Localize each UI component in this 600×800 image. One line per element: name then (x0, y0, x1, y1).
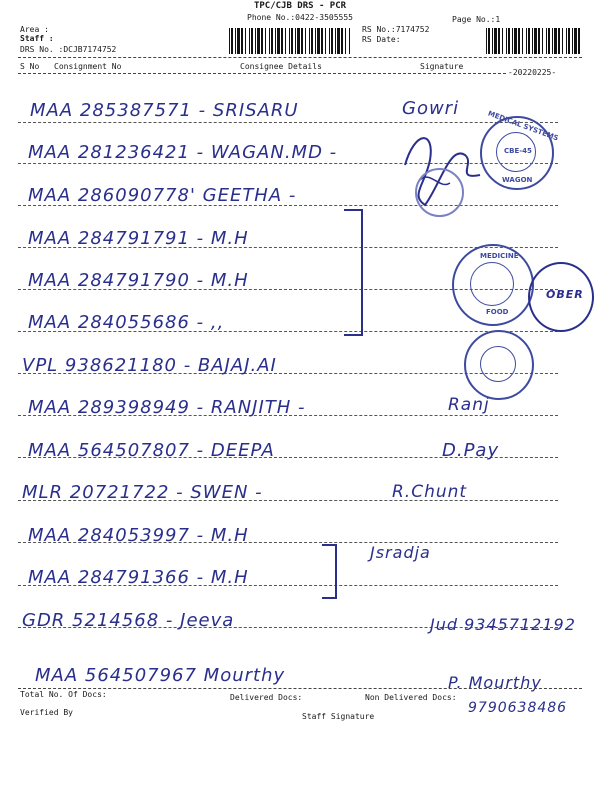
row-consignment-10: MLR 20721722 - SWEN - (22, 482, 263, 503)
signature-9: D.Pay (442, 440, 500, 461)
group-bracket (340, 205, 370, 345)
group-bracket (318, 540, 348, 605)
rs-date: RS Date: (362, 35, 401, 44)
drs-number: DRS No. :DCJB7174752 (20, 45, 117, 54)
row-consignment-8: MAA 289398949 - RANJITH - (28, 397, 306, 418)
staff-label: Staff : (20, 34, 54, 43)
row-consignment-5: MAA 284791790 - M.H (28, 270, 249, 291)
row-consignment-11: MAA 284053997 - M.H (28, 525, 249, 546)
signature-10: R.Chunt (392, 482, 468, 502)
ruled-line (18, 122, 558, 123)
signature-8: Ranj (448, 395, 490, 415)
row-consignment-2: MAA 281236421 - WAGAN.MD - (28, 142, 338, 163)
area-label: Area : (20, 25, 49, 34)
signature-11: Jsradja (370, 543, 431, 562)
row-consignment-14: MAA 564507967 Mourthy (35, 665, 286, 686)
row-consignment-6: MAA 284055686 - ,, (28, 312, 225, 333)
row-consignment-9: MAA 564507807 - DEEPA (28, 440, 275, 461)
barcode-right (486, 28, 582, 54)
row-consignment-13: GDR 5214568 - Jeeva (22, 610, 235, 631)
col-consignee: Consignee Details (240, 62, 322, 71)
columns-separator (18, 73, 506, 74)
row-consignment-7: VPL 938621180 - BAJAJ.AI (22, 355, 277, 376)
phone-number: Phone No.:0422-3505555 (247, 13, 353, 22)
delivered-docs-label: Delivered Docs: (230, 693, 303, 702)
col-sno: S No (20, 62, 40, 71)
header-separator (18, 57, 582, 58)
faint-stamp (415, 168, 464, 217)
col-consignment: Consignment No (54, 62, 122, 71)
medicine-food-stamp: MEDICINE FOOD (452, 244, 534, 326)
row-consignment-1: MAA 285387571 - SRISARU (30, 100, 299, 121)
staff-signature-label: Staff Signature (302, 712, 375, 721)
page-number: Page No.:1 (452, 15, 501, 24)
signature-1: Gowri (402, 98, 460, 119)
col-signature: Signature (420, 62, 464, 71)
handwritten-phone: 9790638486 (468, 700, 568, 716)
rs-number: RS No.:7174752 (362, 25, 430, 34)
document-title: TPC/CJB DRS - PCR (253, 1, 347, 11)
signature-13: Jud 9345712192 (430, 615, 576, 634)
round-stamp (464, 330, 534, 400)
col-date: -20220225- (508, 68, 557, 77)
row-consignment-12: MAA 284791366 - M.H (28, 567, 249, 588)
non-delivered-docs-label: Non Delivered Docs: (365, 693, 457, 702)
oval-signature-stamp: OBER (528, 262, 594, 332)
total-docs-label: Total No. Of Docs: (20, 690, 107, 699)
verified-by-label: Verified By (20, 708, 73, 717)
row-consignment-4: MAA 284791791 - M.H (28, 228, 249, 249)
signature-14: P. Mourthy (448, 673, 542, 692)
row-consignment-3: MAA 286090778' GEETHA - (28, 185, 297, 206)
barcode-center (229, 28, 353, 54)
footer-separator (18, 688, 582, 689)
wagon-medical-stamp: MEDICAL SYSTEMS CBE-45 WAGON (480, 116, 554, 190)
